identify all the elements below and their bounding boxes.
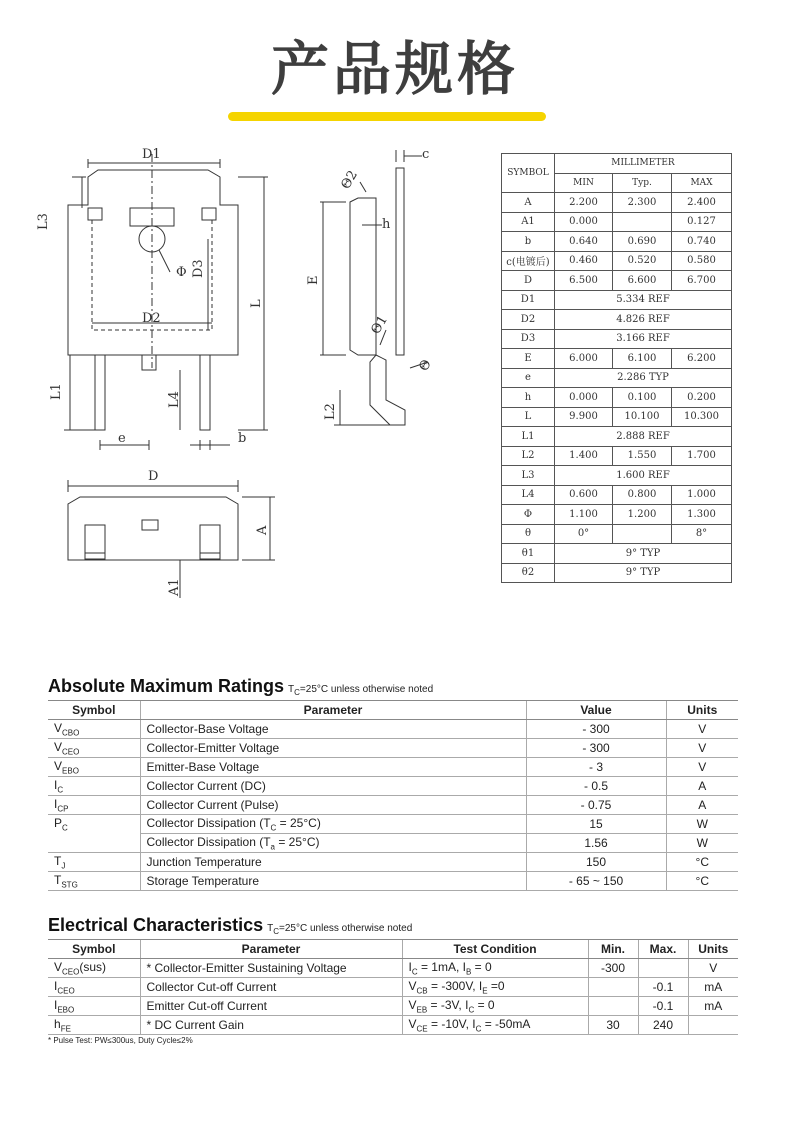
dim-symbol: θ2 bbox=[502, 563, 555, 583]
dim-min: 0.000 bbox=[555, 388, 613, 408]
dim-typ: 1.550 bbox=[613, 446, 672, 466]
dim-max: 2.400 bbox=[672, 193, 732, 213]
label-theta1: Θ1 bbox=[368, 313, 391, 337]
rating-units: °C bbox=[666, 872, 738, 891]
elec-row bbox=[48, 997, 738, 1016]
dim-symbol: A bbox=[502, 193, 555, 213]
dim-row bbox=[502, 310, 732, 330]
elec-row bbox=[48, 1016, 738, 1035]
dim-ref-value: 3.166 REF bbox=[555, 329, 732, 349]
rating-units: V bbox=[666, 720, 738, 739]
rating-row bbox=[48, 796, 738, 815]
dim-max: 6.700 bbox=[672, 271, 732, 291]
dim-row bbox=[502, 193, 732, 213]
rating-parameter: Collector Dissipation $(T_C = 25^\circ C)$ bbox=[140, 815, 526, 834]
dim-row bbox=[502, 485, 732, 505]
label-theta: Θ bbox=[416, 357, 435, 374]
dim-row bbox=[502, 524, 732, 544]
rating-value: - 3 bbox=[526, 758, 666, 777]
dim-symbol: c(电镀后) bbox=[502, 251, 555, 271]
dim-typ: 10.100 bbox=[613, 407, 672, 427]
rating-parameter: Collector Current (Pulse) bbox=[140, 796, 526, 815]
label-L1: L1 bbox=[49, 383, 64, 400]
label-c: c bbox=[422, 147, 430, 162]
label-L2: L2 bbox=[323, 403, 338, 420]
dim-row bbox=[502, 232, 732, 252]
dim-header-max: MAX bbox=[672, 173, 732, 193]
dim-min: 2.200 bbox=[555, 193, 613, 213]
dim-symbol: θ1 bbox=[502, 544, 555, 564]
dim-min: 0° bbox=[555, 524, 613, 544]
rating-parameter: Storage Temperature bbox=[140, 872, 526, 891]
rating-row bbox=[48, 834, 738, 853]
package-outline-drawing bbox=[30, 140, 470, 610]
abs-max-table bbox=[48, 700, 738, 891]
dim-row bbox=[502, 349, 732, 369]
dim-row bbox=[502, 563, 732, 583]
side-view bbox=[320, 150, 428, 425]
rating-value: 1.56 bbox=[526, 834, 666, 853]
dim-row bbox=[502, 466, 732, 486]
dim-symbol: L3 bbox=[502, 466, 555, 486]
dim-typ bbox=[613, 212, 672, 232]
col-max: Max. bbox=[638, 940, 688, 959]
dim-typ: 0.800 bbox=[613, 485, 672, 505]
elec-parameter: * DC Current Gain bbox=[140, 1016, 402, 1035]
rating-units: A bbox=[666, 796, 738, 815]
rating-symbol: $T_J$ bbox=[48, 853, 140, 872]
dim-row bbox=[502, 407, 732, 427]
label-D1: D1 bbox=[142, 147, 161, 162]
dim-max: 1.700 bbox=[672, 446, 732, 466]
label-D2: D2 bbox=[142, 311, 161, 326]
dim-row bbox=[502, 505, 732, 525]
label-D: D bbox=[148, 469, 159, 484]
rating-value: 150 bbox=[526, 853, 666, 872]
elec-symbol: $I_{CEO}$ bbox=[48, 978, 140, 997]
dim-max: 0.127 bbox=[672, 212, 732, 232]
dim-max: 0.580 bbox=[672, 251, 732, 271]
rating-row bbox=[48, 720, 738, 739]
dim-typ: 0.520 bbox=[613, 251, 672, 271]
rating-row bbox=[48, 739, 738, 758]
dim-ref-value: 2.888 REF bbox=[555, 427, 732, 447]
dim-symbol: Φ bbox=[502, 505, 555, 525]
dim-min: 0.640 bbox=[555, 232, 613, 252]
dim-typ: 6.100 bbox=[613, 349, 672, 369]
dim-typ: 0.690 bbox=[613, 232, 672, 252]
dim-ref-value: 1.600 REF bbox=[555, 466, 732, 486]
abs-max-title: Absolute Maximum Ratings $T_C=25^\circ C$ unless otherwise noted bbox=[48, 676, 434, 697]
elec-units: mA bbox=[688, 997, 738, 1016]
rating-value: 15 bbox=[526, 815, 666, 834]
front-view bbox=[64, 154, 268, 450]
dim-ref-value: 2.286 TYP bbox=[555, 368, 732, 388]
dim-row bbox=[502, 212, 732, 232]
label-L: L bbox=[249, 299, 264, 308]
dim-row bbox=[502, 251, 732, 271]
dim-row bbox=[502, 427, 732, 447]
dim-symbol: b bbox=[502, 232, 555, 252]
rating-row bbox=[48, 853, 738, 872]
dim-symbol: D1 bbox=[502, 290, 555, 310]
rating-value: - 0.5 bbox=[526, 777, 666, 796]
title-underline-bar bbox=[228, 112, 546, 121]
rating-value: - 65 ~ 150 bbox=[526, 872, 666, 891]
dim-ref-value: 5.334 REF bbox=[555, 290, 732, 310]
dim-min: 0.000 bbox=[555, 212, 613, 232]
elec-test-condition: $V_{EB} = -3V$, $I_C = 0$ bbox=[402, 997, 588, 1016]
dim-row bbox=[502, 388, 732, 408]
dim-symbol: L4 bbox=[502, 485, 555, 505]
dim-min: 0.600 bbox=[555, 485, 613, 505]
dim-typ: 0.100 bbox=[613, 388, 672, 408]
rating-parameter: Collector Dissipation $(T_a = 25^\circ C)$ bbox=[140, 834, 526, 853]
label-phi: Φ bbox=[176, 265, 187, 280]
dim-header-min: MIN bbox=[555, 173, 613, 193]
dim-header-unit: MILLIMETER bbox=[555, 154, 732, 174]
dim-max: 1.300 bbox=[672, 505, 732, 525]
rating-units: °C bbox=[666, 853, 738, 872]
elec-max: -0.1 bbox=[638, 997, 688, 1016]
rating-row bbox=[48, 815, 738, 834]
dim-min: 0.460 bbox=[555, 251, 613, 271]
col-symbol: Symbol bbox=[48, 940, 140, 959]
dim-typ bbox=[613, 524, 672, 544]
label-L4: L4 bbox=[167, 391, 182, 408]
col-units: Units bbox=[666, 701, 738, 720]
rating-value: - 0.75 bbox=[526, 796, 666, 815]
dim-header-symbol: SYMBOL bbox=[502, 154, 555, 193]
elec-min: 30 bbox=[588, 1016, 638, 1035]
rating-value: - 300 bbox=[526, 739, 666, 758]
dim-header-typ: Typ. bbox=[613, 173, 672, 193]
dim-ref-value: 4.826 REF bbox=[555, 310, 732, 330]
elec-table bbox=[48, 939, 738, 1035]
elec-min: -300 bbox=[588, 959, 638, 978]
col-symbol: Symbol bbox=[48, 701, 140, 720]
dim-row bbox=[502, 290, 732, 310]
col-units: Units bbox=[688, 940, 738, 959]
elec-row bbox=[48, 959, 738, 978]
dim-symbol: D3 bbox=[502, 329, 555, 349]
rating-units: W bbox=[666, 815, 738, 834]
label-A1: A1 bbox=[167, 578, 182, 596]
dim-symbol: e bbox=[502, 368, 555, 388]
dim-symbol: D bbox=[502, 271, 555, 291]
col-value: Value bbox=[526, 701, 666, 720]
label-b: b bbox=[238, 431, 247, 446]
dim-min: 6.000 bbox=[555, 349, 613, 369]
rating-row bbox=[48, 872, 738, 891]
dim-symbol: E bbox=[502, 349, 555, 369]
label-h: h bbox=[382, 217, 391, 232]
dim-symbol: D2 bbox=[502, 310, 555, 330]
label-E: E bbox=[306, 275, 321, 285]
dim-max: 0.740 bbox=[672, 232, 732, 252]
rating-symbol: $I_C$ bbox=[48, 777, 140, 796]
elec-max bbox=[638, 959, 688, 978]
col-parameter: Parameter bbox=[140, 940, 402, 959]
elec-max: 240 bbox=[638, 1016, 688, 1035]
dim-max: 10.300 bbox=[672, 407, 732, 427]
rating-symbol: $V_{CBO}$ bbox=[48, 720, 140, 739]
label-e: e bbox=[118, 431, 126, 446]
elec-units bbox=[688, 1016, 738, 1035]
elec-parameter: Collector Cut-off Current bbox=[140, 978, 402, 997]
dim-ref-value: 9° TYP bbox=[555, 544, 732, 564]
elec-min bbox=[588, 978, 638, 997]
dim-max: 6.200 bbox=[672, 349, 732, 369]
elec-min bbox=[588, 997, 638, 1016]
label-theta2: Θ2 bbox=[338, 168, 361, 192]
dim-symbol: L1 bbox=[502, 427, 555, 447]
elec-parameter: Emitter Cut-off Current bbox=[140, 997, 402, 1016]
dim-row bbox=[502, 446, 732, 466]
rating-symbol: $I_{CP}$ bbox=[48, 796, 140, 815]
dim-symbol: h bbox=[502, 388, 555, 408]
rating-parameter: Junction Temperature bbox=[140, 853, 526, 872]
dimension-table bbox=[501, 153, 732, 583]
elec-units: V bbox=[688, 959, 738, 978]
dim-header-row bbox=[502, 154, 732, 174]
pulse-test-footnote: * Pulse Test: PW≤300us, Duty Cycle≤2% bbox=[48, 1036, 193, 1045]
elec-test-condition: $V_{CB} = -300V$, $I_E =0$ bbox=[402, 978, 588, 997]
dim-min: 6.500 bbox=[555, 271, 613, 291]
rating-units: V bbox=[666, 739, 738, 758]
rating-symbol: $V_{EBO}$ bbox=[48, 758, 140, 777]
dim-row bbox=[502, 544, 732, 564]
rating-units: V bbox=[666, 758, 738, 777]
rating-row bbox=[48, 758, 738, 777]
elec-row bbox=[48, 978, 738, 997]
dim-typ: 6.600 bbox=[613, 271, 672, 291]
elec-symbol: $h_{FE}$ bbox=[48, 1016, 140, 1035]
rating-row bbox=[48, 777, 738, 796]
rating-units: A bbox=[666, 777, 738, 796]
col-parameter: Parameter bbox=[140, 701, 526, 720]
rating-units: W bbox=[666, 834, 738, 853]
rating-parameter: Collector-Base Voltage bbox=[140, 720, 526, 739]
dim-symbol: θ bbox=[502, 524, 555, 544]
col-min: Min. bbox=[588, 940, 638, 959]
dim-min: 9.900 bbox=[555, 407, 613, 427]
dim-row bbox=[502, 329, 732, 349]
dim-typ: 2.300 bbox=[613, 193, 672, 213]
dim-row bbox=[502, 271, 732, 291]
dim-ref-value: 9° TYP bbox=[555, 563, 732, 583]
elec-test-condition: $I_C = 1mA$, $I_B = 0$ bbox=[402, 959, 588, 978]
elec-title: Electrical Characteristics $T_C=25^\circ C$ unless otherwise noted bbox=[48, 915, 413, 936]
dim-max: 1.000 bbox=[672, 485, 732, 505]
label-L3: L3 bbox=[36, 213, 51, 230]
col-test-condition: Test Condition bbox=[402, 940, 588, 959]
elec-symbol: $I_{EBO}$ bbox=[48, 997, 140, 1016]
page-title: 产品规格 bbox=[270, 35, 519, 103]
label-A: A bbox=[255, 525, 270, 535]
dim-symbol: L2 bbox=[502, 446, 555, 466]
rating-symbol: $T_{STG}$ bbox=[48, 872, 140, 891]
rating-parameter: Collector Current (DC) bbox=[140, 777, 526, 796]
dim-row bbox=[502, 368, 732, 388]
label-D3: D3 bbox=[191, 259, 206, 278]
rating-parameter: Emitter-Base Voltage bbox=[140, 758, 526, 777]
rating-value: - 300 bbox=[526, 720, 666, 739]
dim-symbol: L bbox=[502, 407, 555, 427]
dim-max: 8° bbox=[672, 524, 732, 544]
elec-symbol: $V_{CEO}(sus)$ bbox=[48, 959, 140, 978]
dim-min: 1.100 bbox=[555, 505, 613, 525]
dim-typ: 1.200 bbox=[613, 505, 672, 525]
elec-test-condition: $V_{CE} = -10V$, $I_C = -50mA$ bbox=[402, 1016, 588, 1035]
elec-parameter: * Collector-Emitter Sustaining Voltage bbox=[140, 959, 402, 978]
elec-units: mA bbox=[688, 978, 738, 997]
rating-symbol: $P_C$ bbox=[48, 815, 140, 853]
rating-parameter: Collector-Emitter Voltage bbox=[140, 739, 526, 758]
dim-symbol: A1 bbox=[502, 212, 555, 232]
dim-max: 0.200 bbox=[672, 388, 732, 408]
elec-max: -0.1 bbox=[638, 978, 688, 997]
rating-symbol: $V_{CEO}$ bbox=[48, 739, 140, 758]
dim-min: 1.400 bbox=[555, 446, 613, 466]
